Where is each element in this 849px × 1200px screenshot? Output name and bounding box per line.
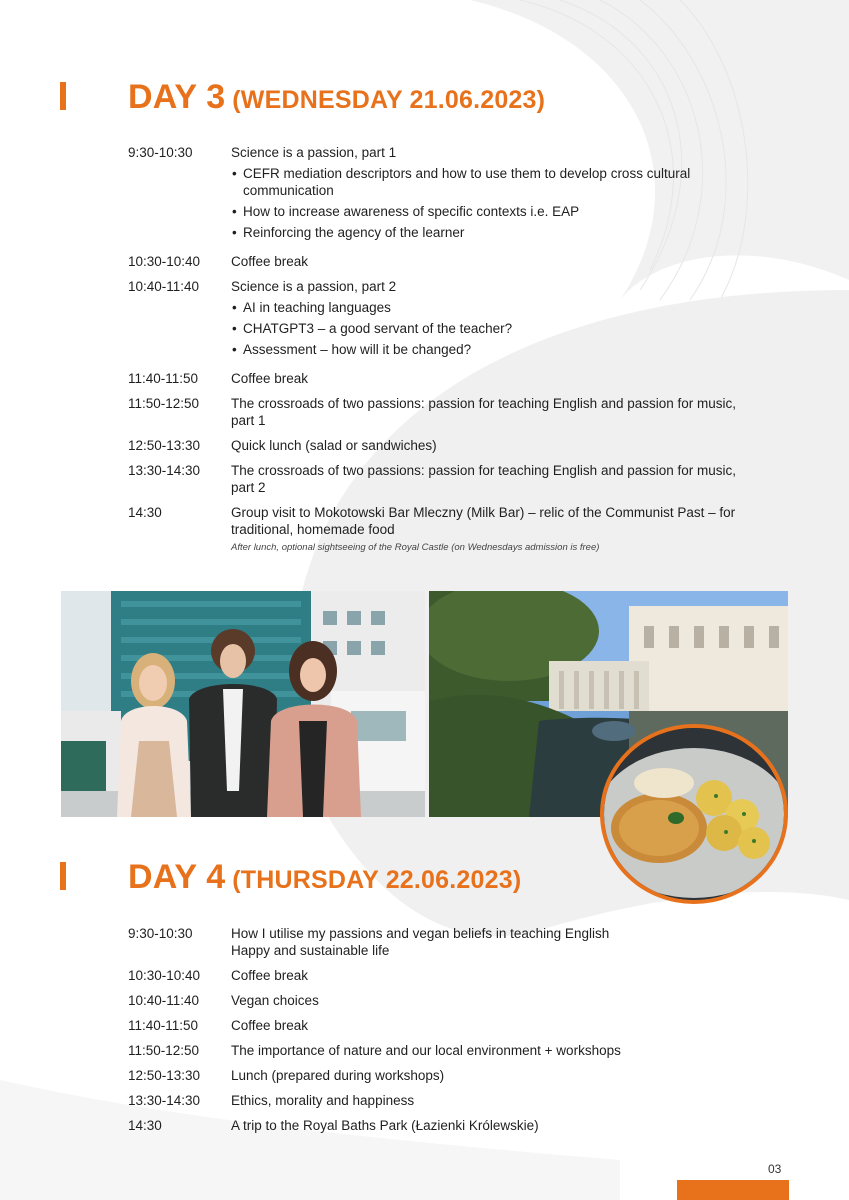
- bullet-list: [231, 299, 748, 358]
- schedule-time: 9:30-10:30: [128, 926, 193, 941]
- schedule-row: [128, 1092, 748, 1109]
- schedule-row: [128, 462, 748, 496]
- schedule-row: [128, 992, 748, 1009]
- day-3-date: (WEDNESDAY 21.06.2023): [232, 86, 546, 114]
- bullet-item: • AI in teaching languages: [231, 299, 748, 316]
- day-4-title: DAY 4: [128, 858, 226, 896]
- students-image: [61, 591, 425, 817]
- schedule-row: [128, 1042, 748, 1059]
- schedule-time: 10:40-11:40: [128, 993, 200, 1008]
- schedule-row: [128, 437, 748, 454]
- schedule-note: After lunch, optional sightseeing of the Royal Castle (on Wednesdays admission is free): [231, 542, 600, 553]
- schedule-row: [128, 925, 748, 959]
- schedule-time: 11:40-11:50: [128, 1018, 199, 1033]
- schedule-description: Science is a passion, part 2: [231, 279, 397, 294]
- schedule-time: 13:30-14:30: [128, 1093, 201, 1108]
- schedule-row: [128, 1117, 748, 1134]
- schedule-time: 10:30-10:40: [128, 968, 201, 983]
- schedule-description: A trip to the Royal Baths Park (Łazienki Królewskie): [231, 1118, 539, 1133]
- day-4-marker: [60, 862, 66, 890]
- schedule-row: [128, 395, 748, 429]
- schedule-description: Ethics, morality and happiness: [231, 1093, 415, 1108]
- schedule-description: Quick lunch (salad or sandwiches): [231, 438, 437, 453]
- schedule-description: Coffee break: [231, 371, 309, 386]
- page-number: 03: [768, 1162, 782, 1176]
- schedule-description: Vegan choices: [231, 993, 319, 1008]
- schedule-description: Group visit to Mokotowski Bar Mleczny (Milk Bar) – relic of the Communist Past – for traditional, homemade food: [231, 505, 736, 537]
- schedule-time: 14:30: [128, 1118, 162, 1133]
- schedule-row: [128, 253, 748, 270]
- schedule-time: 11:40-11:50: [128, 371, 199, 386]
- schedule-row: [128, 504, 748, 554]
- schedule-row: [128, 967, 748, 984]
- schedule-description: Coffee break: [231, 254, 309, 269]
- schedule-description: Coffee break: [231, 1018, 309, 1033]
- schedule-row: [128, 370, 748, 387]
- schedule-time: 10:40-11:40: [128, 279, 200, 294]
- schedule-time: 9:30-10:30: [128, 145, 193, 160]
- schedule-time: 12:50-13:30: [128, 438, 201, 453]
- bullet-item: • Assessment – how will it be changed?: [231, 341, 748, 358]
- day-4-heading: [128, 858, 521, 897]
- day-3-marker: [60, 82, 66, 110]
- schedule-description: Lunch (prepared during workshops): [231, 1068, 445, 1083]
- schedule-row: [128, 278, 748, 362]
- page-number-tab: [677, 1180, 789, 1200]
- bullet-list: [231, 165, 748, 241]
- schedule-description: Coffee break: [231, 968, 309, 983]
- day-3-title: DAY 3: [128, 78, 226, 116]
- bullet-item: • How to increase awareness of specific contexts i.e. EAP: [231, 203, 748, 220]
- day-3-schedule: [128, 144, 748, 562]
- schedule-time: 14:30: [128, 505, 162, 520]
- schedule-description: The crossroads of two passions: passion for teaching English and passion for music, part 1: [231, 396, 737, 428]
- photo-students: [61, 591, 425, 817]
- schedule-time: 11:50-12:50: [128, 396, 200, 411]
- day-4-schedule: [128, 925, 748, 1142]
- schedule-description: How I utilise my passions and vegan beliefs in teaching English Happy and sustainable life: [231, 926, 610, 958]
- schedule-row: [128, 144, 748, 245]
- bullet-item: • CEFR mediation descriptors and how to use them to develop cross cultural communication: [231, 165, 748, 199]
- schedule-time: 10:30-10:40: [128, 254, 201, 269]
- schedule-description: The importance of nature and our local environment + workshops: [231, 1043, 621, 1058]
- schedule-time: 12:50-13:30: [128, 1068, 201, 1083]
- bullet-item: • Reinforcing the agency of the learner: [231, 224, 748, 241]
- day-3-heading: [128, 78, 545, 117]
- photo-food: [600, 724, 788, 904]
- schedule-description: Science is a passion, part 1: [231, 145, 397, 160]
- schedule-row: [128, 1067, 748, 1084]
- food-image: [604, 728, 784, 900]
- schedule-description: The crossroads of two passions: passion for teaching English and passion for music, part 2: [231, 463, 737, 495]
- day-4-date: (THURSDAY 22.06.2023): [232, 866, 522, 894]
- schedule-time: 11:50-12:50: [128, 1043, 200, 1058]
- schedule-time: 13:30-14:30: [128, 463, 201, 478]
- bullet-item: • CHATGPT3 – a good servant of the teacher?: [231, 320, 748, 337]
- schedule-row: [128, 1017, 748, 1034]
